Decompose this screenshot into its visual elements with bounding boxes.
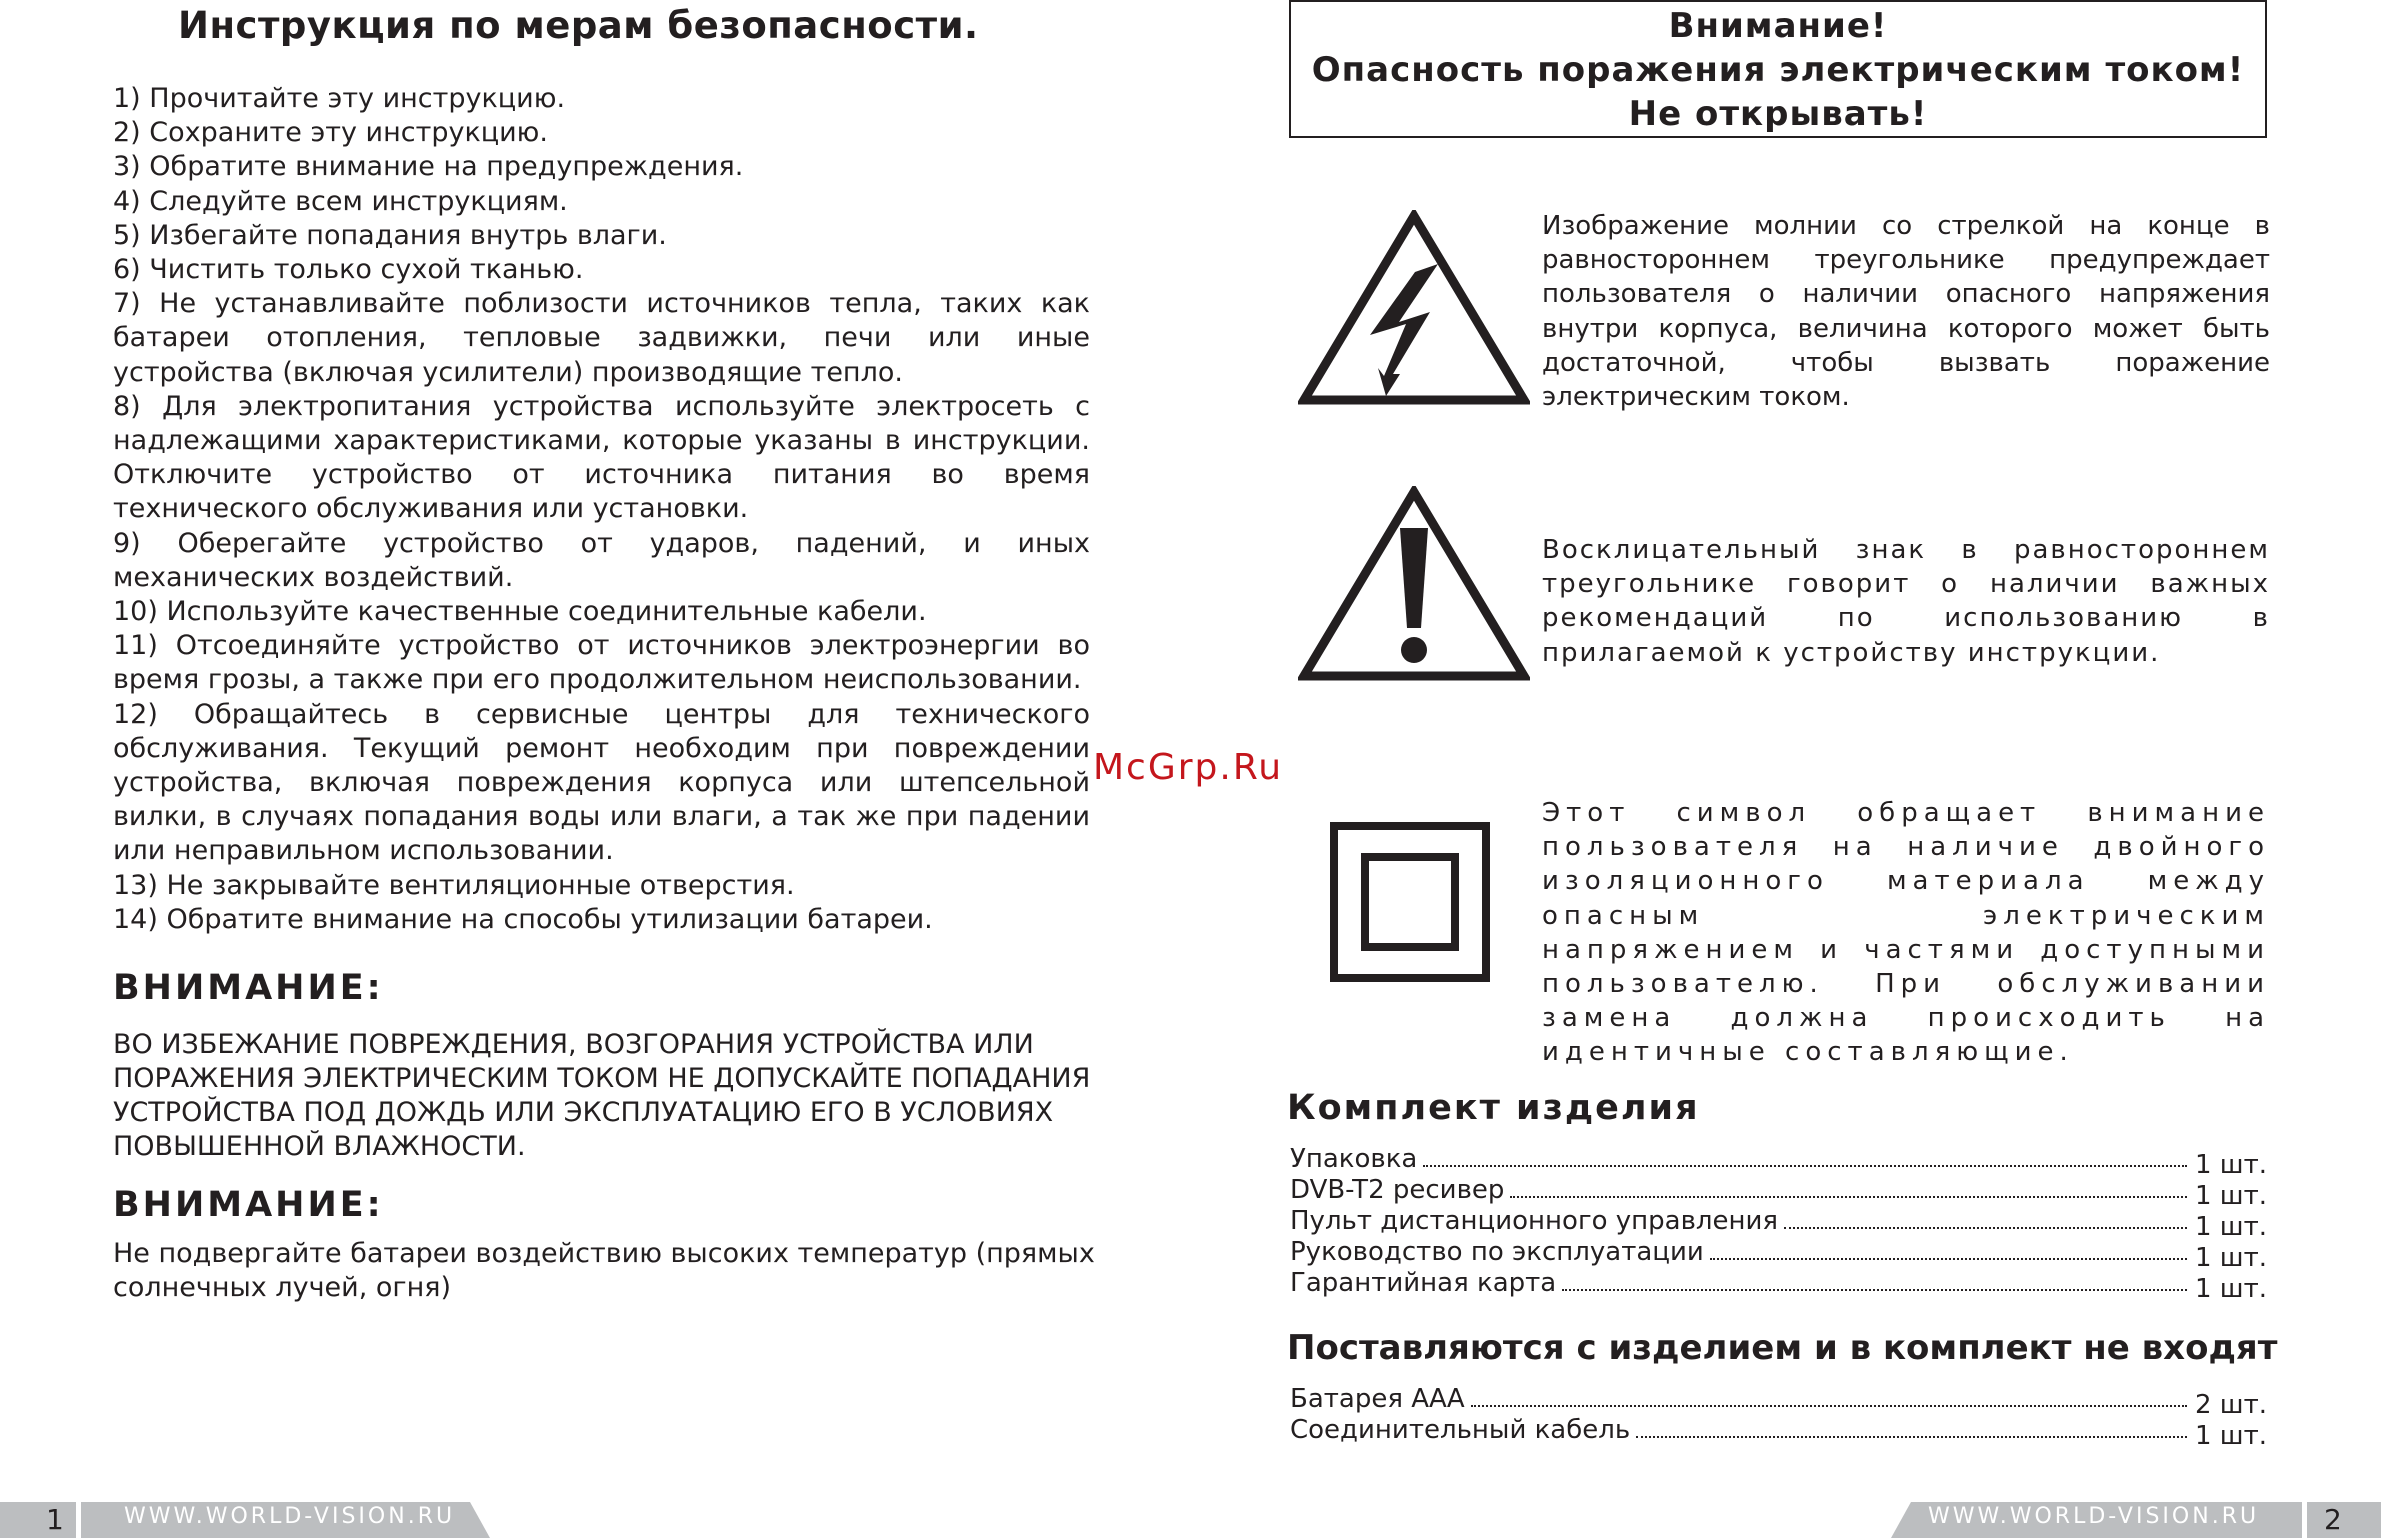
kit-item-qty: 1 шт. <box>2194 1274 2267 1304</box>
list-item: 3) Обратите внимание на предупреждения. <box>113 151 744 183</box>
kit-item-name: Пульт дистанционного управления <box>1290 1206 1779 1236</box>
page-title: Инструкция по мерам безопасности. <box>178 4 979 47</box>
kit-row <box>1290 1206 2267 1242</box>
leader-dots <box>1710 1258 2187 1260</box>
extras-title: Поставляются с изделием и в комплект не входят <box>1287 1328 2278 1368</box>
leader-dots <box>1562 1289 2187 1291</box>
instruction-list <box>113 82 1090 937</box>
exclamation-description: Восклицательный знак в равностороннем треугольнике говорит о наличии важных рекомендаций по использованию в прилагаемой к устройству инструкции. <box>1542 535 2270 668</box>
kit-item-name: Упаковка <box>1290 1144 1418 1174</box>
leader-dots <box>1471 1405 2187 1407</box>
extras-list <box>1290 1384 2267 1451</box>
warning-text: ВО ИЗБЕЖАНИЕ ПОВРЕЖДЕНИЯ, ВОЗГОРАНИЯ УСТРОЙСТВА ИЛИ ПОРАЖЕНИЯ ЭЛЕКТРИЧЕСКИМ ТОКОМ НЕ ДОПУСКАЙТЕ ПОПАДАНИЯ УСТРОЙСТВА ПОД ДОЖДЬ ИЛИ ЭКСПЛУАТАЦИЮ ЕГО В УСЛОВИЯХ ПОВЫШЕННОЙ ВЛАЖНОСТИ. <box>113 1029 1091 1162</box>
footer-url-left: WWW.WORLD-VISION.RU <box>124 1504 456 1529</box>
kit-item-qty: 2 шт. <box>2194 1390 2267 1420</box>
list-item: 4) Следуйте всем инструкциям. <box>113 185 568 217</box>
kit-item-name: DVB-T2 ресивер <box>1290 1175 1505 1205</box>
lightning-description: Изображение молнии со стрелкой на конце в равностороннем треугольнике предупреждает пользователя о наличии опасного напряжения внутри корпуса, величина которого может быть достаточной, чтобы вызвать поражение электрическим током. <box>1542 211 2270 413</box>
kit-item-name: Гарантийная карта <box>1290 1268 1557 1298</box>
kit-row <box>1290 1175 2267 1211</box>
leader-dots <box>1636 1436 2187 1438</box>
double-insulation-description: Этот символ обращает внимание пользователя на наличие двойного изоляционного материала между опасным электрическим напряжением и частями доступными пользователю. При обслуживании замена должна происходить на идентичные составляющие. <box>1542 798 2270 1068</box>
kit-row <box>1290 1268 2267 1304</box>
watermark: McGrp.Ru <box>1093 747 1284 788</box>
list-item: 12) Обращайтесь в сервисные центры для технического обслуживания. Текущий ремонт необходим при повреждении устройства, включая повреждения корпуса или штепсельной вилки, в случаях попадания воды или влаги, а так же при падении или неправильном использовании. <box>113 698 1090 867</box>
list-item: 8) Для электропитания устройства используйте электросеть с надлежащими характеристиками, которые указаны в инструкции. Отключите устройство от источника питания во время технического обслуживания или установки. <box>113 390 1090 525</box>
kit-title: Комплект изделия <box>1287 1088 1700 1128</box>
list-item: 1) Прочитайте эту инструкцию. <box>113 83 566 114</box>
list-item: 10) Используйте качественные соединительные кабели. <box>113 596 927 628</box>
leader-dots <box>1423 1165 2187 1167</box>
list-item: 13) Не закрывайте вентиляционные отверстия. <box>113 869 795 901</box>
kit-item-qty: 1 шт. <box>2194 1181 2267 1211</box>
warning-text: Не подвергайте батареи воздействию высоких температур (прямых солнечных лучей, огня) <box>113 1238 1095 1303</box>
footer-url-right: WWW.WORLD-VISION.RU <box>1928 1504 2260 1529</box>
attention-box <box>1289 0 2267 138</box>
kit-item-qty: 1 шт. <box>2194 1150 2267 1180</box>
page-number-right: 2 <box>2324 1503 2342 1536</box>
list-item: 7) Не устанавливайте поблизости источников тепла, таких как батареи отопления, тепловые задвижки, печи или иные устройства (включая усилители) производящие тепло. <box>113 288 1090 388</box>
leader-dots <box>1510 1196 2187 1198</box>
kit-row <box>1290 1144 2267 1180</box>
kit-item-name: Руководство по эксплуатации <box>1290 1237 1704 1267</box>
kit-row <box>1290 1415 2267 1451</box>
kit-item-name: Батарея ААА <box>1290 1384 1465 1414</box>
attention-line: Внимание! <box>1668 6 1888 46</box>
double-insulation-icon <box>1330 822 1490 982</box>
list-item: 9) Оберегайте устройство от ударов, падений, и иных механических воздействий. <box>113 527 1090 593</box>
kit-item-qty: 1 шт. <box>2194 1212 2267 1242</box>
kit-row <box>1290 1384 2267 1420</box>
list-item: 5) Избегайте попадания внутрь влаги. <box>113 219 667 251</box>
lightning-triangle-icon <box>1298 210 1530 406</box>
kit-list <box>1290 1144 2267 1304</box>
list-item: 6) Чистить только сухой тканью. <box>113 254 584 286</box>
kit-item-name: Соединительный кабель <box>1290 1415 1631 1445</box>
list-item: 11) Отсоединяйте устройство от источников электроэнергии во время грозы, а также при его продолжительном неиспользовании. <box>113 630 1090 696</box>
attention-line: Не открывать! <box>1628 94 1928 134</box>
leader-dots <box>1784 1227 2187 1229</box>
kit-row <box>1290 1237 2267 1273</box>
list-item: 14) Обратите внимание на способы утилизации батареи. <box>113 903 933 935</box>
warning-heading: ВНИМАНИЕ: <box>113 968 384 1008</box>
kit-item-qty: 1 шт. <box>2194 1421 2267 1451</box>
kit-item-qty: 1 шт. <box>2194 1243 2267 1273</box>
page-number-left: 1 <box>46 1503 64 1536</box>
warning-heading: ВНИМАНИЕ: <box>113 1185 384 1225</box>
list-item: 2) Сохраните эту инструкцию. <box>113 117 548 149</box>
attention-line: Опасность поражения электрическим током! <box>1311 50 2245 90</box>
exclamation-triangle-icon <box>1298 486 1530 682</box>
